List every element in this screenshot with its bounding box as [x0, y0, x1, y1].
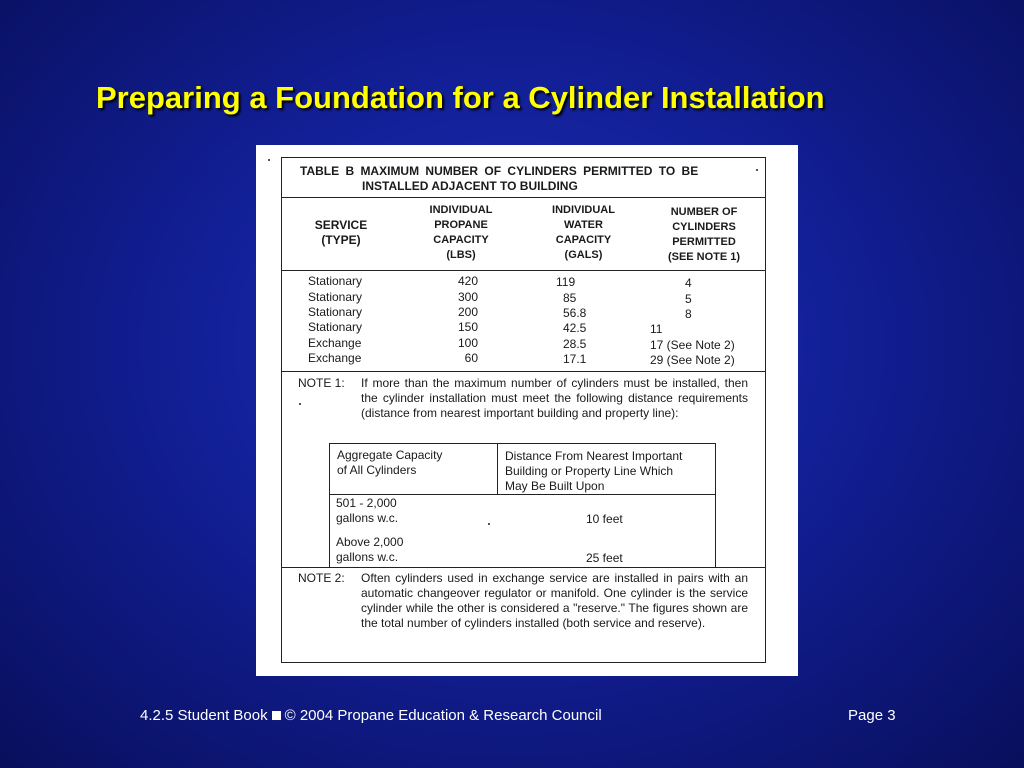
- row-gals: 42.5: [563, 321, 587, 335]
- subtable-left-border: [329, 443, 330, 567]
- scan-speck: [488, 523, 490, 525]
- slide-title: Preparing a Foundation for a Cylinder Installation: [96, 80, 825, 115]
- header-propane-capacity: INDIVIDUAL PROPANE CAPACITY (LBS): [429, 204, 493, 261]
- subtable-header-distance: Distance From Nearest Important Building or Property Line Which May Be Built Upon: [505, 449, 683, 493]
- row-gals: 17.1: [563, 352, 587, 366]
- subtable-top-rule: [329, 443, 715, 444]
- row-gals: 85: [563, 291, 577, 305]
- footer-copyright: © 2004 Propane Education & Research Council: [284, 707, 602, 724]
- row-service: Stationary: [308, 305, 363, 319]
- table-title-line-1: TABLE B MAXIMUM NUMBER OF CYLINDERS PERMITTED TO BE: [300, 164, 699, 178]
- header-service: SERVICE (TYPE): [314, 218, 368, 247]
- row-service: Exchange: [308, 351, 362, 365]
- row-count: 29 (See Note 2): [650, 353, 735, 367]
- title-rule: [281, 197, 765, 198]
- row-service: Stationary: [308, 274, 363, 288]
- note-rule: [281, 567, 765, 568]
- subtable-distance-1: 10 feet: [586, 512, 623, 526]
- row-service: Stationary: [308, 320, 363, 334]
- footer-page-number: Page 3: [848, 707, 896, 724]
- row-service: Exchange: [308, 336, 362, 350]
- subtable-right-border: [715, 443, 716, 567]
- row-lbs: 200: [457, 305, 478, 319]
- note-2-text: Often cylinders used in exchange service are installed in pairs with an automatic changeover regulator or manifold. One cylinder is the service cylinder while the other is considered a "reserve." The figures shown are the total number of cylinders installed (both service and reserve).: [361, 571, 748, 630]
- row-lbs: 100: [457, 336, 478, 350]
- note-1-text: If more than the maximum number of cylinders must be installed, then the cylinder installation must meet the following distance requirements (distance from nearest important building and property line):: [361, 376, 748, 420]
- subtable-capacity-1: 501 - 2,000 gallons w.c.: [336, 496, 399, 525]
- data-rule: [281, 371, 765, 372]
- left-border: [281, 157, 282, 662]
- row-count: 11: [650, 322, 663, 336]
- scan-speck: [299, 403, 301, 405]
- subtable-header-capacity: Aggregate Capacity of All Cylinders: [337, 448, 443, 477]
- row-gals: 119: [556, 275, 576, 289]
- row-lbs: 60: [464, 351, 478, 365]
- row-gals: 56.8: [563, 306, 587, 320]
- scan-speck: [268, 159, 270, 161]
- header-water-capacity: INDIVIDUAL WATER CAPACITY (GALS): [552, 204, 615, 261]
- note-2-label: NOTE 2:: [298, 571, 345, 585]
- row-count: 17 (See Note 2): [650, 338, 735, 352]
- footer-course-label: 4.2.5 Student Book: [140, 707, 268, 724]
- row-count: 5: [685, 292, 692, 306]
- row-lbs: 420: [457, 274, 478, 288]
- subtable-capacity-2: Above 2,000 gallons w.c.: [336, 535, 404, 564]
- table-title-line-2: INSTALLED ADJACENT TO BUILDING: [362, 179, 578, 193]
- header-number-permitted: NUMBER OF CYLINDERS PERMITTED (SEE NOTE 1): [667, 206, 741, 263]
- right-border: [765, 157, 766, 662]
- subtable-distance-2: 25 feet: [586, 551, 623, 565]
- bullet-square-icon: [272, 711, 281, 720]
- subtable-header-rule: [329, 494, 715, 495]
- footer-left: [140, 707, 602, 724]
- top-rule: [281, 157, 765, 158]
- row-gals: 28.5: [563, 337, 587, 351]
- header-rule: [281, 270, 765, 271]
- row-lbs: 150: [457, 320, 478, 334]
- row-lbs: 300: [457, 290, 478, 304]
- scanned-table-document: [256, 145, 798, 676]
- row-count: 8: [685, 307, 692, 321]
- note-1-label: NOTE 1:: [298, 376, 345, 390]
- scan-speck: [756, 169, 758, 171]
- row-count: 4: [685, 276, 692, 290]
- subtable-divider: [497, 443, 498, 494]
- bottom-rule: [281, 662, 766, 663]
- row-service: Stationary: [308, 290, 363, 304]
